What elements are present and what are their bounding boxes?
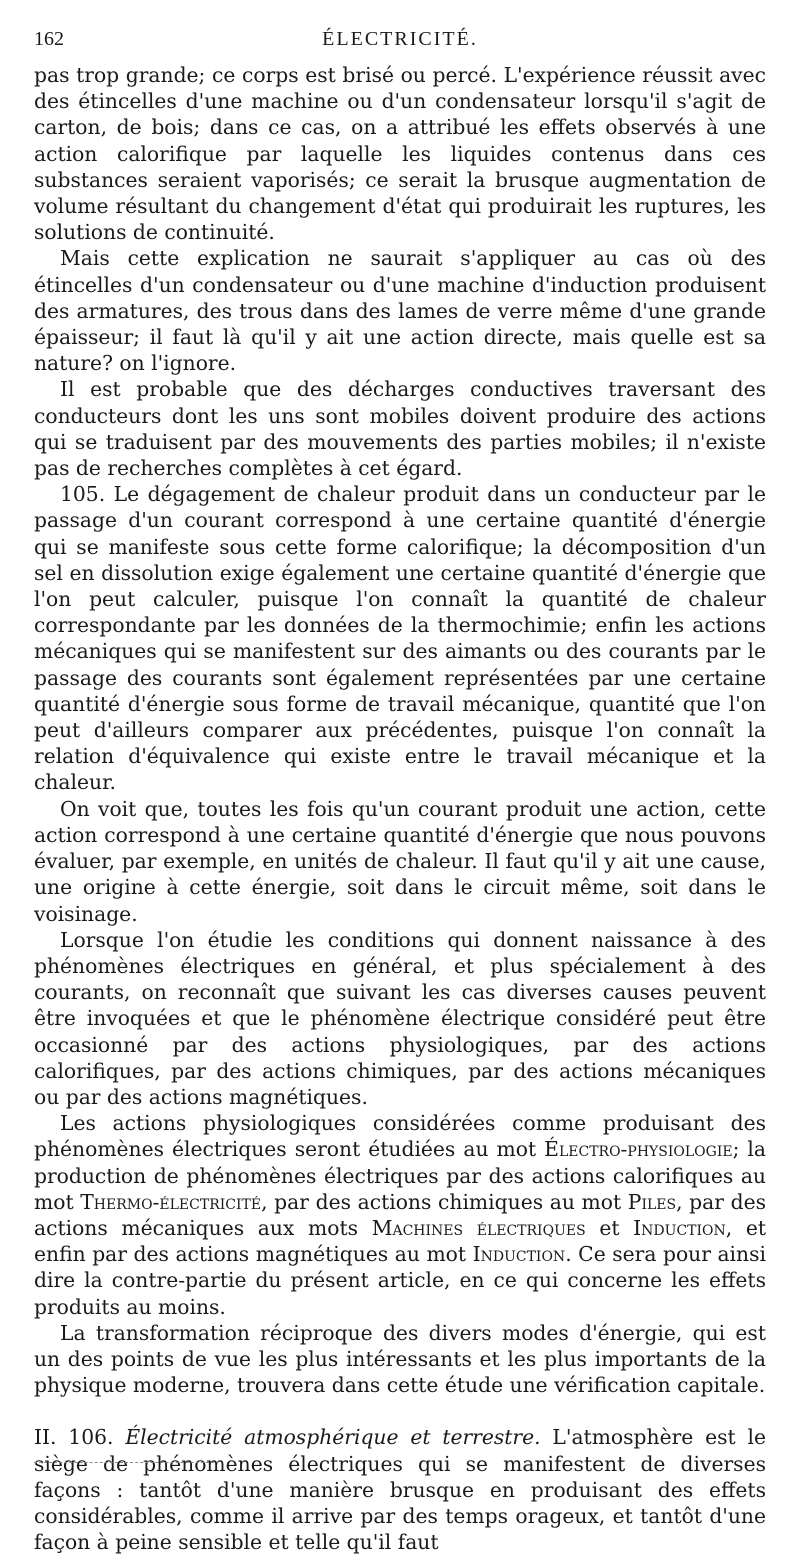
text-run: et	[585, 1215, 634, 1240]
section-number: II. 106.	[34, 1425, 114, 1450]
text-run: , et enfin par des actions magnétiques au mot	[34, 1215, 767, 1267]
cross-reference: Machines électriques	[371, 1215, 586, 1240]
paragraph-cross-references	[34, 1110, 766, 1320]
running-title: ÉLECTRICITÉ.	[322, 28, 478, 50]
paragraph-continuation: pas trop grande; ce corps est brisé ou percé. L'expérience réussit avec des étincelles d'une machine ou d'un condensateur lorsqu'il s'agit de carton, de bois; dans ce cas, on a attribué les effets observés à une action calorifique par laquelle les liquides contenus dans ces substances seraient vaporisés; ce serait la brusque augmentation de volume résultant du changement d'état qui produirait les ruptures, les solutions de continuité.	[34, 63, 766, 245]
paragraph-explanation: Mais cette explication ne saurait s'appliquer au cas où des étincelles d'un condensateur ou d'une machine d'induction produisent des armatures, des trous dans des lames de verre même d'une grande épaisseur; il faut là qu'il y ait une action directe, mais quelle est sa nature? on l'ignore.	[34, 246, 766, 376]
paragraph-conditions: Lorsque l'on étudie les conditions qui donnent naissance à des phénomènes électriques en général, et plus spécialement à des courants, on reconnaît que suivant les cas diverses causes peuvent être invoquées et que le phénomène électrique considéré peut être occasionné par des actions physiologiques, par des actions calorifiques, par des actions chimiques, par des actions mécaniques ou par des actions magnétiques.	[34, 927, 766, 1109]
page-header	[34, 28, 766, 54]
footer-rule	[34, 1462, 214, 1463]
cross-reference: Piles	[627, 1189, 677, 1214]
cross-reference: Induction	[633, 1215, 726, 1240]
section-title: Électricité atmosphérique et terrestre.	[125, 1425, 541, 1450]
text-run: , par des actions chimiques au mot	[261, 1189, 628, 1214]
cross-reference: Thermo-électricité	[80, 1189, 262, 1214]
page-number: 162	[34, 28, 64, 50]
text-run: Les actions physiologiques considérées comme produisant des phénomènes électriques seront étudiées au mot	[34, 1111, 766, 1162]
paragraph-energy-cause: On voit que, toutes les fois qu'un courant produit une action, cette action correspond à une certaine quantité d'énergie que nous pouvons évaluer, par exemple, en unités de chaleur. Il faut qu'il y ait une cause, une origine à cette énergie, soit dans le circuit même, soit dans le voisinage.	[34, 796, 766, 926]
cross-reference: Induction	[472, 1242, 566, 1267]
paragraph-transformation: La transformation réciproque des divers modes d'énergie, qui est un des points de vue les plus intéressants et les plus importants de la physique moderne, trouvera dans cette étude une vérification capitale.	[34, 1320, 766, 1398]
paragraph-discharges: Il est probable que des décharges conductives traversant des conducteurs dont les uns sont mobiles doivent produire des actions qui se traduisent par des mouvements des parties mobiles; il n'existe pas de recherches complètes à cet égard.	[34, 377, 766, 481]
section-text: L'atmosphère est le siège de phénomènes électriques qui se manifestent de diverses façons : tantôt d'une manière brusque en produisant des effets considérables, comme il arrive par des temps orageux, et tantôt d'une façon à peine sensible et telle qu'il faut	[34, 1425, 767, 1555]
cross-reference: Électro-physiologie	[544, 1137, 733, 1162]
text-run: . Ce sera pour ainsi dire la contre-partie du présent article, en ce qui concerne les effets produits au moins.	[34, 1242, 767, 1319]
text-run: , par des actions mécaniques aux mots	[34, 1189, 766, 1240]
text-run: ; la production de phénomènes électriques par des actions calorifiques au mot	[34, 1137, 767, 1214]
section-106	[34, 1424, 766, 1555]
page-body	[34, 62, 766, 1555]
paragraph-105: 105. Le dégagement de chaleur produit dans un conducteur par le passage d'un courant correspond à une certaine quantité d'énergie qui se manifeste sous cette forme calorifique; la décomposition d'un sel en dissolution exige également une certaine quantité d'énergie que l'on peut calculer, puisque l'on connaît la quantité de chaleur correspondante par les données de la thermochimie; enfin les actions mécaniques qui se manifestent sur des aimants ou des courants par le passage des courants sont également représentées par une certaine quantité d'énergie sous forme de travail mécanique, quantité que l'on peut d'ailleurs comparer aux précédentes, puisque l'on connaît la relation d'équivalence qui existe entre le travail mécanique et la chaleur.	[34, 482, 766, 795]
